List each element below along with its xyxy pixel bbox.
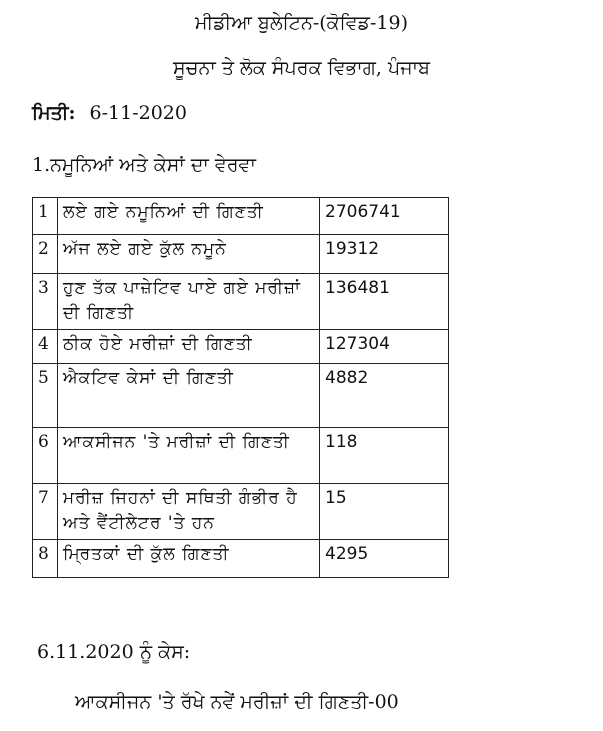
- table-row: [33, 235, 449, 274]
- new-oxygen-patients-line: ਆਕਸੀਜਨ 'ਤੇ ਰੱਖੇ ਨਵੇਂ ਮਰੀਜ਼ਾਂ ਦੀ ਗਿਣਤੀ-00: [75, 691, 399, 713]
- row-number: 2: [33, 235, 58, 274]
- row-number: 6: [33, 428, 58, 484]
- row-number: 4: [33, 330, 58, 364]
- row-label: ਲਏ ਗਏ ਨਮੂਨਿਆਂ ਦੀ ਗਿਣਤੀ: [58, 198, 320, 235]
- table-row: [33, 330, 449, 364]
- row-value: 118: [320, 428, 449, 484]
- date-label: ਮਿਤੀ:: [32, 102, 76, 124]
- table-row: [33, 540, 449, 578]
- row-label: ਐਕਟਿਵ ਕੇਸਾਂ ਦੀ ਗਿਣਤੀ: [58, 364, 320, 428]
- bulletin-title: ਮੀਡੀਆ ਬੁਲੇਟਿਨ-(ਕੋਵਿਡ-19): [194, 12, 409, 34]
- samples-cases-table: [32, 197, 449, 578]
- row-value: 136481: [320, 274, 449, 330]
- row-label: ਆਕਸੀਜਨ 'ਤੇ ਮਰੀਜ਼ਾਂ ਦੀ ਗਿਣਤੀ: [58, 428, 320, 484]
- table-row: [33, 274, 449, 330]
- date-line: [32, 102, 187, 124]
- row-label: ਅੱਜ ਲਏ ਗਏ ਕੁੱਲ ਨਮੂਨੇ: [58, 235, 320, 274]
- row-value: 15: [320, 484, 449, 540]
- table-row: [33, 198, 449, 235]
- department-name: ਸੂਚਨਾ ਤੇ ਲੋਕ ਸੰਪਰਕ ਵਿਭਾਗ, ਪੰਜਾਬ: [173, 57, 430, 79]
- table-row: [33, 428, 449, 484]
- row-number: 7: [33, 484, 58, 540]
- row-value: 19312: [320, 235, 449, 274]
- row-label: ਠੀਕ ਹੋਏ ਮਰੀਜ਼ਾਂ ਦੀ ਗਿਣਤੀ: [58, 330, 320, 364]
- table-row: [33, 484, 449, 540]
- section-heading: 1.ਨਮੂਨਿਆਂ ਅਤੇ ਕੇਸਾਂ ਦਾ ਵੇਰਵਾ: [32, 154, 256, 176]
- row-label: ਮਰੀਜ਼ ਜਿਹਨਾਂ ਦੀ ਸਥਿਤੀ ਗੰਭੀਰ ਹੈ ਅਤੇ ਵੈਂਟੀਲੇਟਰ 'ਤੇ ਹਨ: [58, 484, 320, 540]
- cases-heading: 6.11.2020 ਨੂੰ ਕੇਸ:: [37, 641, 191, 663]
- row-number: 8: [33, 540, 58, 578]
- row-value: 4295: [320, 540, 449, 578]
- row-label: ਮ੍ਰਿਤਕਾਂ ਦੀ ਕੁੱਲ ਗਿਣਤੀ: [58, 540, 320, 578]
- date-value: 6-11-2020: [89, 102, 187, 124]
- table-row: [33, 364, 449, 428]
- row-number: 3: [33, 274, 58, 330]
- row-number: 5: [33, 364, 58, 428]
- row-value: 127304: [320, 330, 449, 364]
- row-label: ਹੁਣ ਤੱਕ ਪਾਜ਼ੇਟਿਵ ਪਾਏ ਗਏ ਮਰੀਜ਼ਾਂ ਦੀ ਗਿਣਤੀ: [58, 274, 320, 330]
- row-number: 1: [33, 198, 58, 235]
- row-value: 2706741: [320, 198, 449, 235]
- row-value: 4882: [320, 364, 449, 428]
